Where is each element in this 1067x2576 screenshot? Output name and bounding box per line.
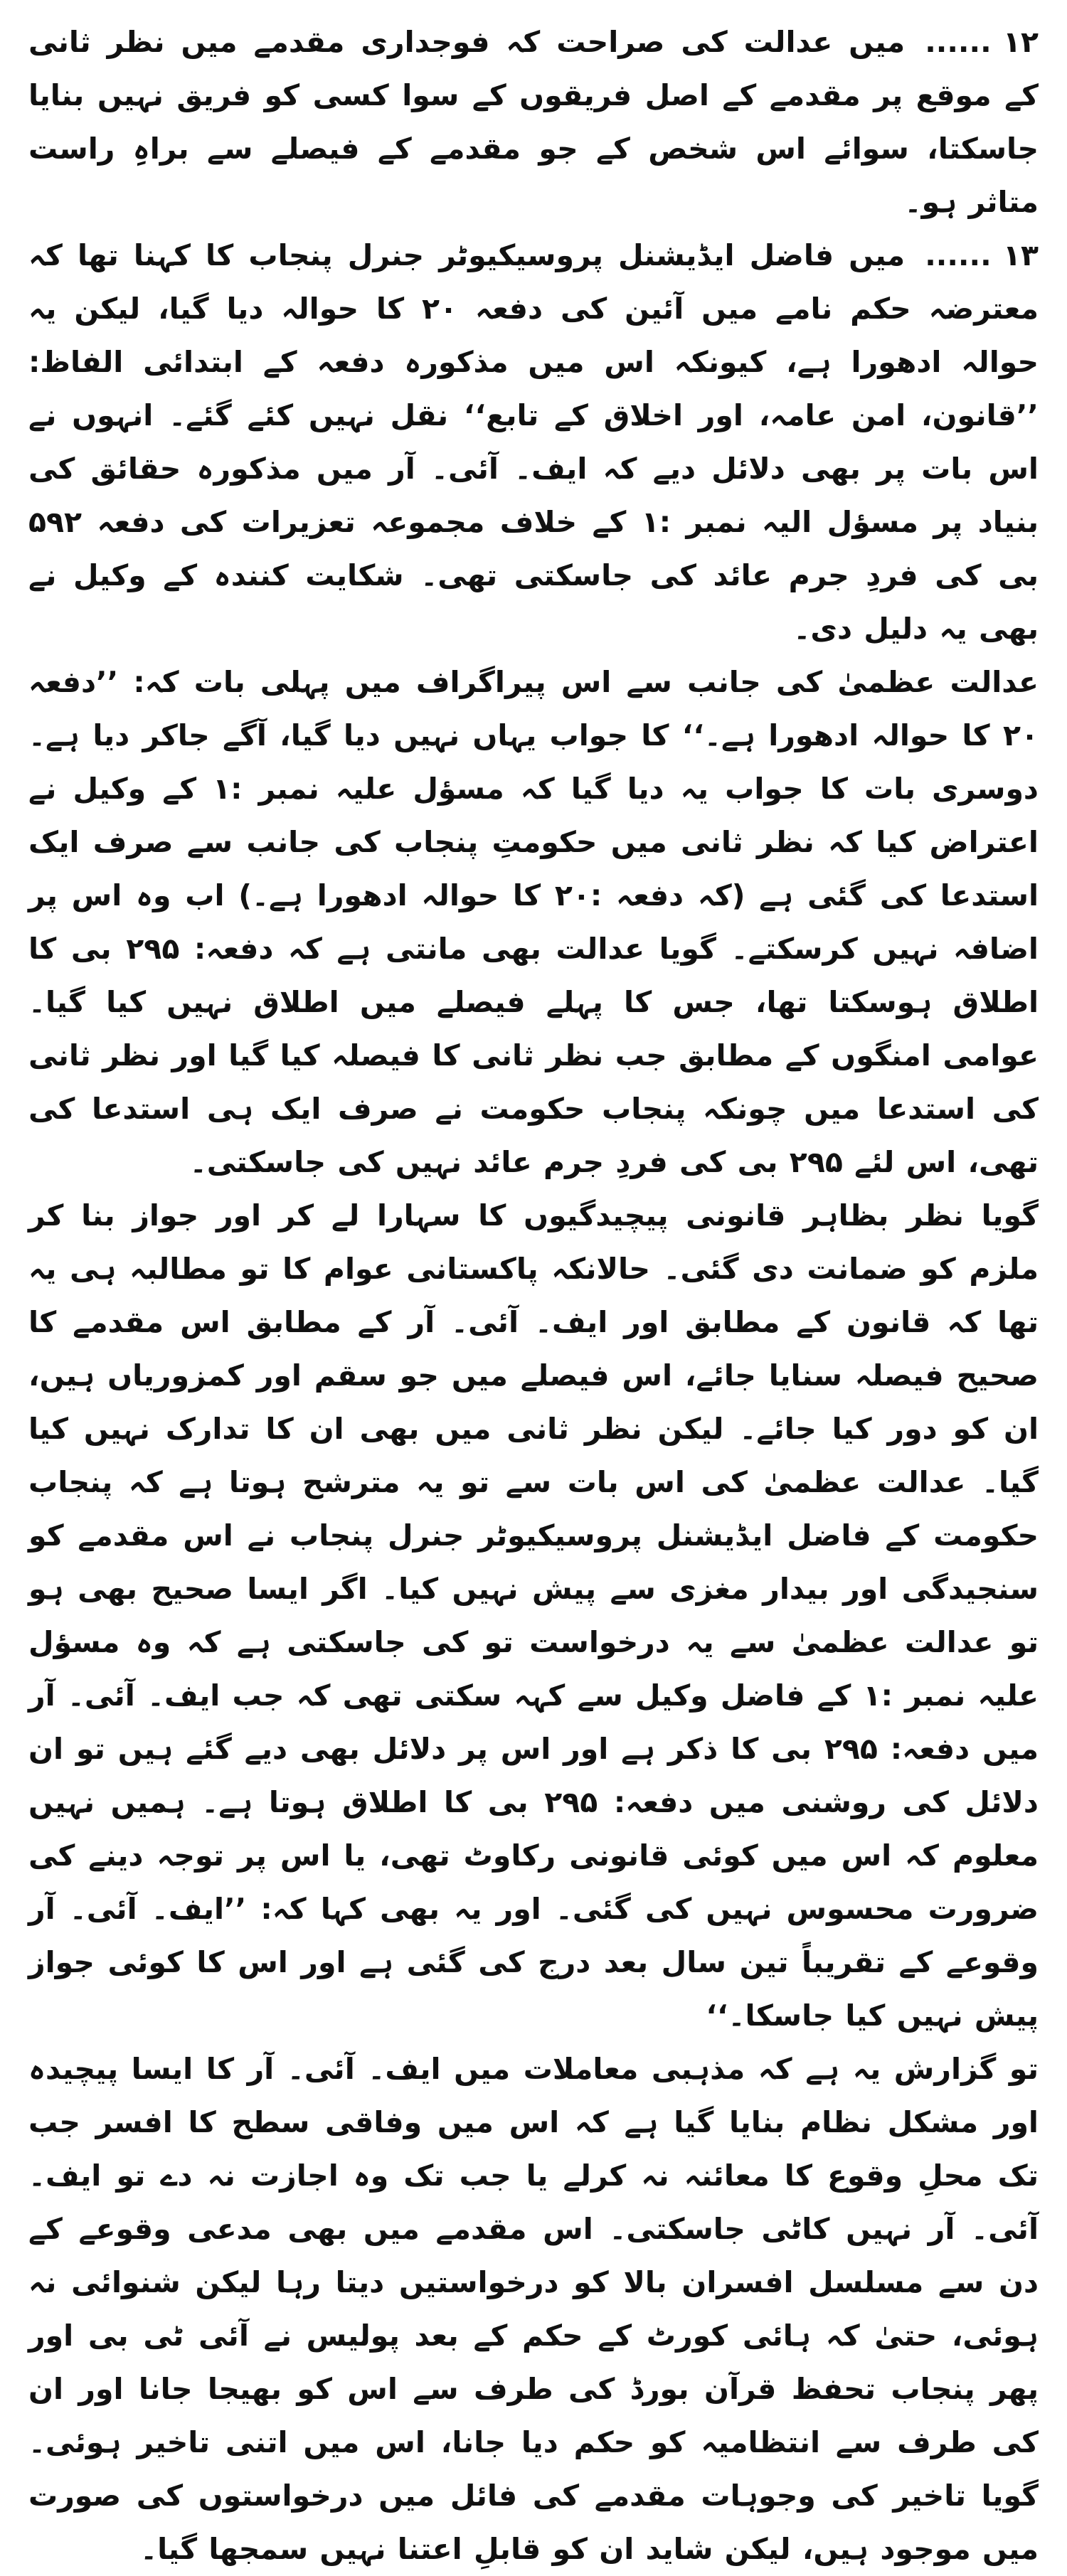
paragraph-text: تو گزارش یہ ہے کہ مذہبی معاملات میں ایف۔ آئی۔ آر کا ایسا پیچیدہ اور مشکل نظام بنایا گیا ہے کہ اس میں وفاقی سطح کا افسر جب تک محلِ وقوع کا معائنہ نہ کرلے یا جب تک وہ اجازت نہ دے تو ایف۔ آئی۔ آر نہیں کاٹی جاسکتی۔ اس مقدمے میں بھی مدعی وقوعے کے دن سے مسلسل افسران بالا کو درخواستیں دیتا رہا لیکن شنوائی نہ ہوئی، حتیٰ کہ ہائی کورٹ کے حکم کے بعد پولیس نے آئی ٹی بی اور پھر پنجاب تحفظ قرآن بورڈ کی طرف سے اس کو بھیجا جانا اور ان کی طرف سے انتظامیہ کو حکم دیا جانا، اس میں اتنی تاخیر ہوئی۔ گویا تاخیر کی وجوہات مقدمے کی فائل میں درخواستوں کی صورت میں موجود ہیں، لیکن شاید ان کو قابلِ اعتنا نہیں سمجھا گیا۔ [28, 2052, 1039, 2566]
paragraph-text: عدالت عظمیٰ کی جانب سے اس پیراگراف میں پہلی بات کہ: ’’دفعہ ۲۰ کا حوالہ ادھورا ہے۔‘‘ کا جواب یہاں نہیں دیا گیا، آگے جاکر دیا ہے۔ دوسری بات کا جواب یہ دیا گیا کہ مسؤل علیہ نمبر :۱ کے وکیل نے اعتراض کیا کہ نظر ثانی میں حکومتِ پنجاب کی جانب سے صرف ایک استدعا کی گئی ہے (کہ دفعہ :۲۰ کا حوالہ ادھورا ہے۔) اب وہ اس پر اضافہ نہیں کرسکتے۔ گویا عدالت بھی مانتی ہے کہ دفعہ: ۲۹۵ بی کا اطلاق ہوسکتا تھا، جس کا پہلے فیصلے میں اطلاق نہیں کیا گیا۔ عوامی امنگوں کے مطابق جب نظر ثانی کا فیصلہ کیا گیا اور نظر ثانی کی استدعا میں چونکہ پنجاب حکومت نے صرف ایک ہی استدعا کی تھی، اس لئے ۲۹۵ بی کی فردِ جرم عائد نہیں کی جاسکتی۔ [28, 665, 1039, 1179]
paragraph-13 [28, 229, 1039, 656]
paragraph-text: میں فاضل ایڈیشنل پروسیکیوٹر جنرل پنجاب کا کہنا تھا کہ معترضہ حکم نامے میں آئین کی دفعہ ۲۰ کا حوالہ دیا گیا، لیکن یہ حوالہ ادھورا ہے، کیونکہ اس میں مذکورہ دفعہ کے ابتدائی الفاظ: ’’قانون، امن عامہ، اور اخلاق کے تابع‘‘ نقل نہیں کئے گئے۔ انہوں نے اس بات پر بھی دلائل دیے کہ ایف۔ آئی۔ آر میں مذکورہ حقائق کی بنیاد پر مسؤل الیہ نمبر :۱ کے خلاف مجموعہ تعزیرات کی دفعہ ۵۹۲ بی کی فردِ جرم عائد کی جاسکتی تھی۔ شکایت کنندہ کے وکیل نے بھی یہ دلیل دی۔ [28, 238, 1039, 646]
paragraph-submission [28, 2043, 1039, 2576]
paragraph-12 [28, 16, 1039, 229]
paragraph-number: ۱۳ ...... [925, 238, 1039, 272]
paragraph-court-reply [28, 656, 1039, 1189]
paragraph-text: میں عدالت کی صراحت کہ فوجداری مقدمے میں نظر ثانی کے موقع پر مقدمے کے اصل فریقوں کے سوا کسی کو فریق نہیں بنایا جاسکتا، سوائے اس شخص کے جو مقدمے کے فیصلے سے براہِ راست متاثر ہو۔ [28, 25, 1039, 219]
paragraph-commentary [28, 1189, 1039, 2043]
paragraph-number: ۱۲ ...... [925, 25, 1039, 59]
paragraph-text: گویا نظر بظاہر قانونی پیچیدگیوں کا سہارا لے کر اور جواز بنا کر ملزم کو ضمانت دی گئی۔ حالانکہ پاکستانی عوام کا تو مطالبہ ہی یہ تھا کہ قانون کے مطابق اور ایف۔ آئی۔ آر کے مطابق اس مقدمے کا صحیح فیصلہ سنایا جائے، اس فیصلے میں جو سقم اور کمزوریاں ہیں، ان کو دور کیا جائے۔ لیکن نظر ثانی میں بھی ان کا تدارک نہیں کیا گیا۔ عدالت عظمیٰ کی اس بات سے تو یہ مترشح ہوتا ہے کہ پنجاب حکومت کے فاضل ایڈیشنل پروسیکیوٹر جنرل پنجاب نے اس مقدمے کو سنجیدگی اور بیدار مغزی سے پیش نہیں کیا۔ اگر ایسا صحیح بھی ہو تو عدالت عظمیٰ سے یہ درخواست تو کی جاسکتی ہے کہ وہ مسؤل علیہ نمبر :۱ کے فاضل وکیل سے کہہ سکتی تھی کہ جب ایف۔ آئی۔ آر میں دفعہ: ۲۹۵ بی کا ذکر ہے اور اس پر دلائل بھی دیے گئے ہیں تو ان دلائل کی روشنی میں دفعہ: ۲۹۵ بی کا اطلاق ہوتا ہے۔ ہمیں نہیں معلوم کہ اس میں کوئی قانونی رکاوٹ تھی، یا اس پر توجہ دینے کی ضرورت محسوس نہیں کی گئی۔ اور یہ بھی کہا کہ: ’’ایف۔ آئی۔ آر وقوعے کے تقریباً تین سال بعد درج کی گئی ہے اور اس کا کوئی جواز پیش نہیں کیا جاسکا۔‘‘ [28, 1198, 1039, 2033]
